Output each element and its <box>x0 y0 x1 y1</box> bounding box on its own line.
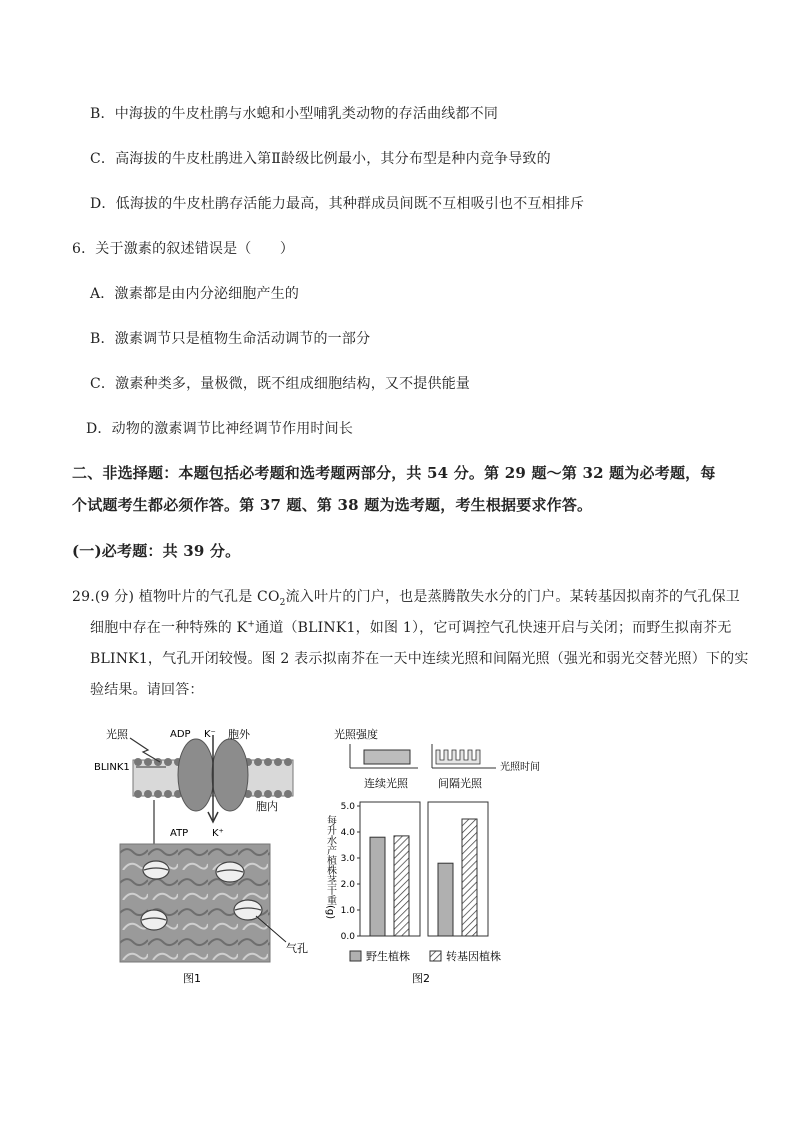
label-light-time: 光照时间 <box>500 762 540 773</box>
q6-option-a: A．激素都是由内分泌细胞产生的 <box>90 286 300 302</box>
label-light: 光照 <box>106 728 128 741</box>
label-adp: ADP <box>170 729 191 740</box>
intermittent-light-icon <box>432 744 496 768</box>
section2-sub-heading: (一)必考题：共 39 分。 <box>72 542 241 560</box>
figure1-caption: 图1 <box>183 972 201 985</box>
label-light-intensity: 光照强度 <box>334 728 378 741</box>
label-blink1: BLINK1 <box>94 762 130 773</box>
bar-wild <box>370 837 385 936</box>
label-k-top: K⁻ <box>204 729 216 740</box>
label-continuous: 连续光照 <box>364 777 408 790</box>
y-tick-label: 3.0 <box>340 854 355 864</box>
label-k-bottom: K⁺ <box>212 828 224 839</box>
bar-transgenic <box>394 836 409 936</box>
label-intermittent: 间隔光照 <box>438 777 482 790</box>
y-tick-label: 5.0 <box>340 802 355 812</box>
continuous-light-icon <box>350 744 418 768</box>
chart-panel <box>360 802 420 936</box>
section2-line2: 个试题考生都必须作答。第 37 题、第 38 题为选考题，考生根据要求作答。 <box>72 496 593 514</box>
legend-wild: 野生植株 <box>366 950 410 963</box>
q5-option-d: D．低海拔的牛皮杜鹃存活能力最高，其种群成员间既不互相吸引也不互相排斥 <box>90 196 585 212</box>
q6-stem: 6．关于激素的叙述错误是（ ） <box>72 241 295 257</box>
figure2 <box>320 720 560 990</box>
y-tick-label: 1.0 <box>340 906 355 916</box>
chart-ylabel: 每升水产植株茎干重(g) <box>324 815 336 920</box>
chart-panel <box>428 802 488 936</box>
figure1 <box>88 720 328 990</box>
q29-line4: 验结果。请回答： <box>90 682 204 698</box>
q29-line2: 细胞中存在一种特殊的 K+通道（BLINK1，如图 1），它可调控气孔快速开启与关闭；而野生拟南芥无 <box>90 619 732 636</box>
y-tick-label: 2.0 <box>340 880 355 890</box>
y-tick-label: 4.0 <box>340 828 355 838</box>
light-arrow <box>130 738 160 762</box>
q29-line3: BLINK1，气孔开闭较慢。图 2 表示拟南芥在一天中连续光照和间隔光照（强光和弱光交替光照）下的实 <box>90 651 749 667</box>
label-outside: 胞外 <box>228 728 250 741</box>
blink1-channel <box>178 735 248 822</box>
q5-option-b: B．中海拔的牛皮杜鹃与水螅和小型哺乳类动物的存活曲线都不同 <box>90 106 499 122</box>
chart-legend <box>350 949 501 963</box>
q6-option-c: C．激素种类多，量极微，既不组成细胞结构，又不提供能量 <box>90 376 471 392</box>
label-stoma: 气孔 <box>286 942 308 955</box>
figure2-caption: 图2 <box>412 972 430 985</box>
label-inside: 胞内 <box>256 800 278 813</box>
q29-line1: 29.(9 分) 植物叶片的气孔是 $CO_2$流入叶片的门户，也是蒸腾散失水分的门户。某转基因拟南芥的气孔保卫 <box>72 589 740 608</box>
q6-option-d: D．动物的激素调节比神经调节作用时间长 <box>86 421 354 437</box>
q5-option-c: C．高海拔的牛皮杜鹃进入第Ⅱ龄级比例最小，其分布型是种内竞争导致的 <box>90 151 551 167</box>
legend-transgenic: 转基因植株 <box>446 950 501 963</box>
bar-wild <box>438 863 453 936</box>
bar-transgenic <box>462 819 477 936</box>
q6-option-b: B．激素调节只是植物生命活动调节的一部分 <box>90 331 371 347</box>
label-atp: ATP <box>170 828 189 839</box>
y-tick-label: 0.0 <box>340 932 355 942</box>
section2-line1: 二、非选择题：本题包括必考题和选考题两部分，共 54 分。第 29 题～第 32 题为必考题，每 <box>72 464 716 482</box>
